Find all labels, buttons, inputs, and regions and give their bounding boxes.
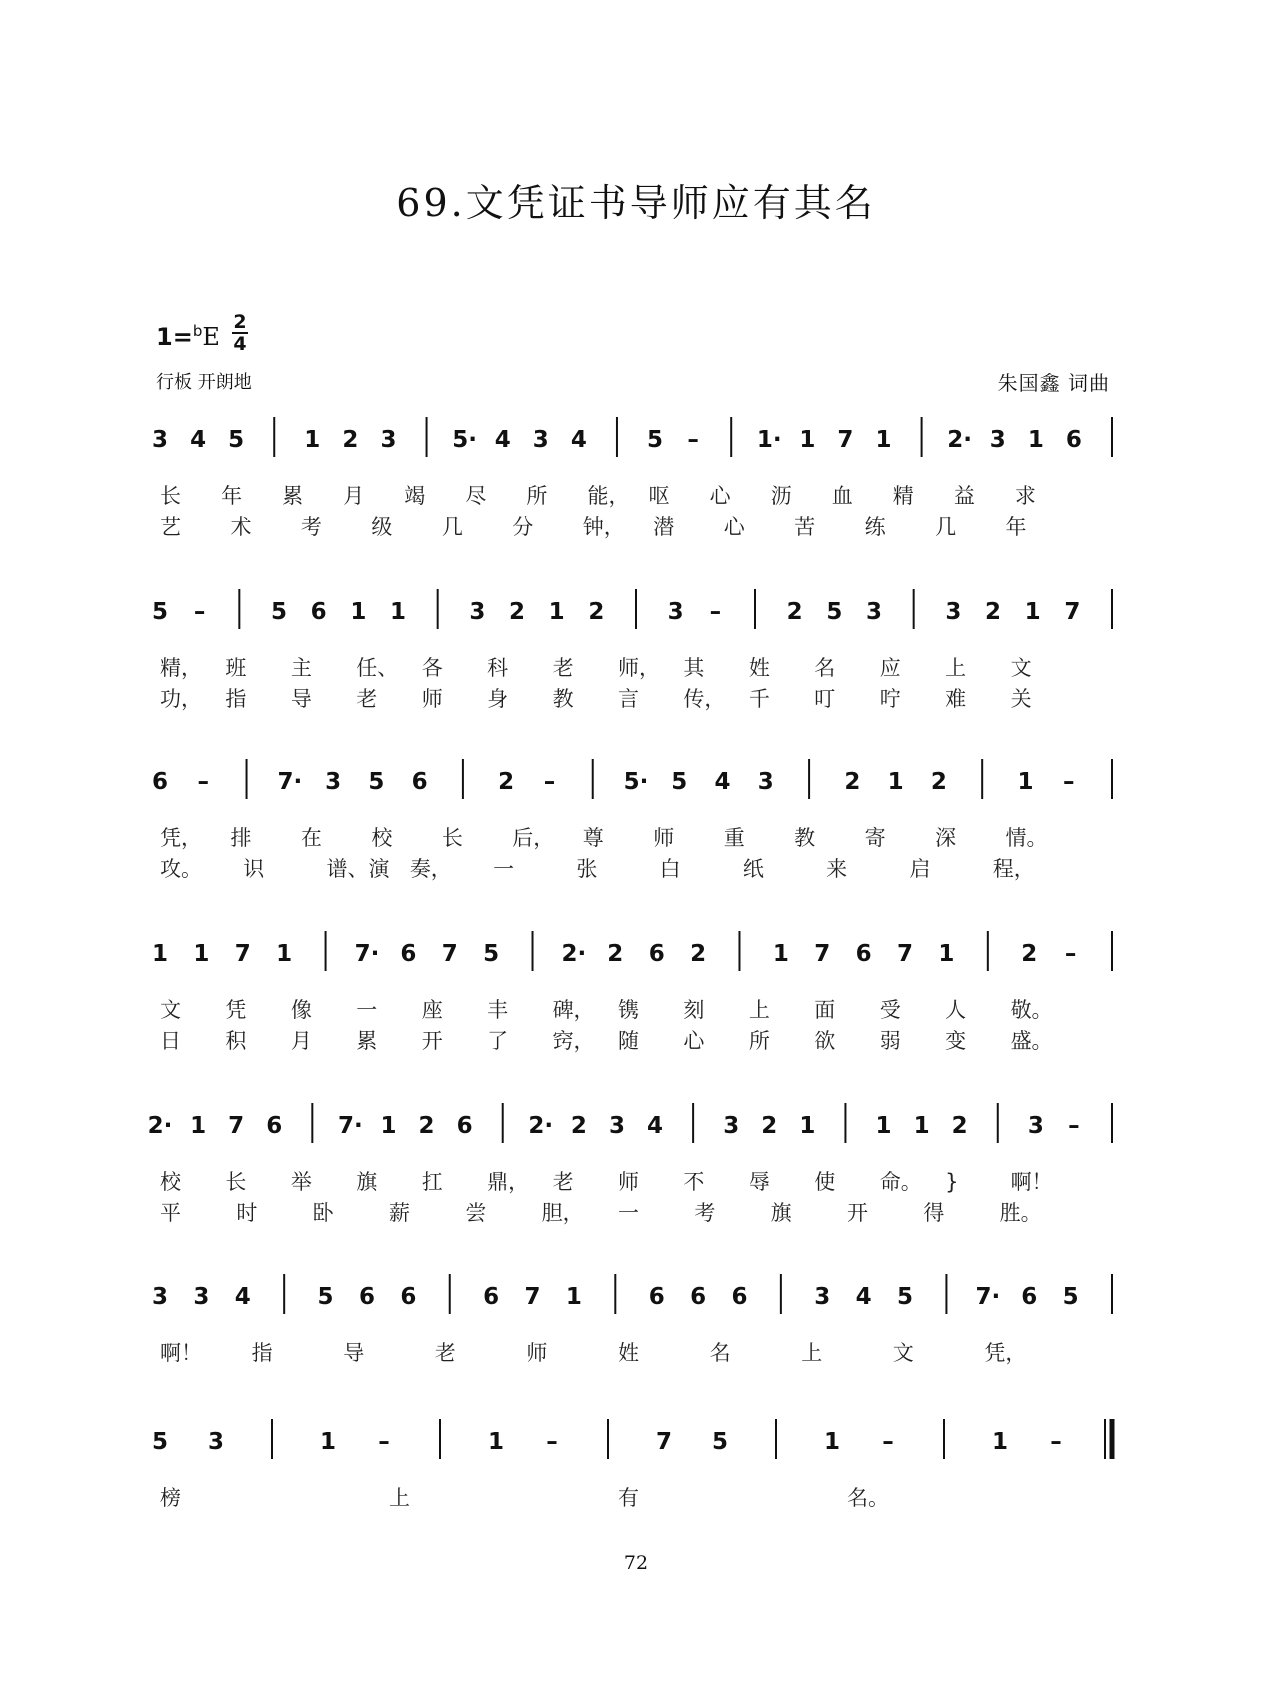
note: 5	[368, 769, 385, 795]
note: 1	[1027, 427, 1044, 453]
lyric: 上	[748, 998, 770, 1022]
lyric: 校	[371, 826, 393, 850]
note: 2	[342, 427, 359, 453]
lyric: 心	[723, 515, 745, 539]
lyric: 分	[512, 515, 534, 539]
lyric: 啊！	[160, 1341, 202, 1365]
lyric: 寄	[864, 826, 886, 850]
note: 7·	[975, 1284, 1001, 1310]
lyric: 盛。	[1010, 1029, 1053, 1053]
lyric: 凭，	[984, 1341, 1027, 1365]
note: 1	[938, 941, 955, 967]
lyric: 尝	[465, 1201, 487, 1225]
lyric: 任、	[356, 656, 399, 680]
note: 1	[487, 1429, 505, 1455]
lyric: 文	[892, 1341, 914, 1365]
lyric: 导	[343, 1341, 365, 1365]
note: 6	[1021, 1284, 1038, 1310]
note: 6	[731, 1284, 748, 1310]
note: 1	[913, 1113, 930, 1139]
note: 5	[671, 769, 688, 795]
note: 3	[325, 769, 342, 795]
lyric: 师	[653, 826, 675, 850]
lyric: 所	[526, 484, 548, 508]
note: 2	[418, 1113, 435, 1139]
lyric: 所	[748, 1029, 770, 1053]
note: 6	[648, 1284, 665, 1310]
lyric: 欲	[814, 1029, 836, 1053]
note: 2	[761, 1113, 778, 1139]
lyric: 纸	[742, 857, 764, 881]
note: 6	[400, 1284, 417, 1310]
note: 3	[380, 427, 397, 453]
note: 1	[565, 1284, 582, 1310]
lyric: 校	[160, 1170, 181, 1194]
lyric: 益	[953, 484, 975, 508]
note: –	[709, 599, 722, 625]
lyric: 应	[879, 656, 901, 680]
note: 3	[608, 1113, 625, 1139]
note: 1	[799, 1113, 816, 1139]
lyric: 窍，	[552, 1029, 595, 1053]
lyric: 上	[801, 1341, 823, 1365]
lyric: 镌	[618, 998, 639, 1022]
lyric: 师	[421, 687, 443, 711]
lyric: 张	[576, 857, 598, 881]
lyric: 师，	[618, 656, 660, 680]
lyric: 命。	[879, 1170, 922, 1194]
lyric: 榜	[160, 1486, 181, 1510]
time-top: 2	[233, 311, 247, 333]
note: 6	[358, 1284, 375, 1310]
lyric: 扛	[421, 1170, 443, 1194]
lyric: 谱、演	[326, 857, 390, 881]
lyric: 在	[300, 826, 322, 850]
note: 3	[814, 1284, 831, 1310]
lyric: 来	[826, 857, 848, 881]
key-prefix: 1=	[156, 323, 193, 351]
lyric: 级	[371, 515, 393, 539]
note: 4	[855, 1284, 872, 1310]
lyric: 日	[160, 1029, 181, 1053]
note: 4	[234, 1284, 251, 1310]
lyric: 长	[441, 826, 463, 850]
note: 6	[151, 769, 169, 795]
note: –	[1050, 1429, 1062, 1455]
lyric: 关	[1010, 687, 1032, 711]
lyric: 一	[618, 1201, 639, 1225]
note: 2	[844, 769, 861, 795]
note: 7	[814, 941, 831, 967]
note: 1	[875, 427, 892, 453]
lyric: 各	[421, 656, 443, 680]
note: 2·	[561, 941, 587, 967]
note: 1	[1024, 599, 1041, 625]
lyric: 情。	[1005, 826, 1048, 850]
lyric: 卧	[312, 1201, 334, 1225]
lyric: 薪	[389, 1201, 410, 1225]
lyric: 练	[864, 515, 886, 539]
lyric: 累	[282, 484, 304, 508]
note: 2	[951, 1113, 968, 1139]
note: 6	[648, 941, 665, 967]
note: 5	[317, 1284, 334, 1310]
composer-credit: 朱国鑫 词曲	[997, 371, 1110, 395]
lyric: 主	[290, 656, 312, 680]
lyric: 指	[225, 687, 247, 711]
lyric: 深	[935, 826, 957, 850]
lyric: 举	[290, 1170, 312, 1194]
note: –	[378, 1429, 390, 1455]
lyric: 奏，	[409, 857, 452, 881]
note: 3	[667, 599, 684, 625]
note: 2·	[528, 1113, 554, 1139]
lyric: 身	[487, 687, 509, 711]
lyric: 变	[945, 1029, 967, 1053]
note: 3	[989, 427, 1006, 453]
lyric: 像	[290, 998, 312, 1022]
lyric: 一	[356, 998, 378, 1022]
note: 6	[456, 1113, 473, 1139]
note: 3	[723, 1113, 740, 1139]
system-6	[152, 1274, 1112, 1366]
lyric: 后，	[512, 826, 555, 850]
lyric: 排	[230, 826, 252, 850]
lyric: 心	[709, 484, 731, 508]
note: 7	[655, 1429, 673, 1455]
note: 3	[193, 1284, 210, 1310]
lyric: 艺	[160, 515, 181, 539]
system-3	[152, 759, 1112, 882]
lyric: 老	[552, 656, 574, 680]
note: 3	[1027, 1113, 1044, 1139]
lyric: 老	[356, 687, 378, 711]
lyric: 名	[814, 656, 836, 680]
lyric: 胜。	[999, 1201, 1042, 1225]
system-1	[152, 417, 1112, 540]
note: 1·	[756, 427, 782, 453]
lyric: 尽	[465, 484, 487, 508]
note: –	[1068, 1113, 1080, 1139]
lyric: 长	[160, 484, 181, 508]
note: –	[197, 769, 210, 795]
note: 6	[855, 941, 872, 967]
lyric: }	[945, 1170, 959, 1194]
tempo-marking: 行板 开朗地	[156, 372, 252, 393]
note: 7	[524, 1284, 541, 1310]
song-title: 69.文凭证书导师应有其名	[396, 181, 876, 225]
lyric: 人	[945, 998, 967, 1022]
note: 7	[1064, 599, 1081, 625]
note: 5	[1062, 1284, 1079, 1310]
lyric: 血	[831, 484, 853, 508]
lyric: 旗	[770, 1201, 792, 1225]
note: 1	[823, 1429, 841, 1455]
lyric: 胆，	[541, 1201, 584, 1225]
note: 1	[875, 1113, 892, 1139]
lyric: 年	[221, 484, 243, 508]
lyric: 尊	[582, 826, 604, 850]
lyric: 使	[814, 1170, 836, 1194]
note: 1	[193, 941, 210, 967]
note: 3	[945, 599, 962, 625]
lyric: 月	[290, 1029, 312, 1053]
note: 1	[304, 427, 321, 453]
note: 2	[570, 1113, 587, 1139]
flat-sign: b	[192, 322, 203, 340]
note: 5	[826, 599, 843, 625]
note: 3	[865, 599, 883, 625]
note: 2	[690, 941, 707, 967]
lyric: 碑，	[552, 998, 595, 1022]
lyric: 呕	[648, 484, 670, 508]
note: 2·	[947, 427, 973, 453]
lyric: 能，	[587, 484, 630, 508]
lyric: 辱	[748, 1170, 770, 1194]
lyric: 科	[487, 656, 509, 680]
lyric: 导	[290, 687, 312, 711]
lyric: 积	[225, 1029, 247, 1053]
lyric: 白	[659, 857, 681, 881]
lyric: 咛	[879, 687, 901, 711]
lyric: 难	[945, 687, 967, 711]
note: 6	[266, 1113, 283, 1139]
lyric: 名	[709, 1341, 731, 1365]
note: 2	[984, 599, 1002, 625]
lyric: 几	[935, 515, 957, 539]
lyric: 一	[493, 857, 515, 881]
lyric: 座	[421, 998, 443, 1022]
lyric: 啊！	[1010, 1170, 1053, 1194]
note: 1	[389, 599, 407, 625]
note: 1	[799, 427, 816, 453]
lyric: 师	[618, 1170, 639, 1194]
lyric: 不	[683, 1170, 705, 1194]
lyric: 言	[618, 687, 639, 711]
lyric: 凭，	[160, 826, 202, 850]
lyric: 文	[1010, 656, 1032, 680]
lyric: 程，	[992, 857, 1035, 881]
note: 1	[991, 1429, 1009, 1455]
note: 7	[234, 941, 251, 967]
lyric: 姓	[748, 656, 770, 680]
lyric: 长	[225, 1170, 247, 1194]
lyric: 教	[552, 687, 574, 711]
note: 3	[151, 427, 169, 453]
note: 2·	[147, 1113, 173, 1139]
lyric: 钟，	[582, 515, 625, 539]
note: –	[882, 1429, 894, 1455]
note: 3	[757, 769, 774, 795]
lyric: 开	[421, 1029, 443, 1053]
note: 3	[151, 1284, 169, 1310]
note: 4	[714, 769, 731, 795]
note: –	[193, 599, 206, 625]
note: 7	[897, 941, 914, 967]
note: 5	[151, 599, 169, 625]
note: 6	[690, 1284, 707, 1310]
system-7	[152, 1419, 1112, 1510]
lyric: 月	[343, 484, 365, 508]
note: 5	[483, 941, 500, 967]
lyric: 师	[526, 1341, 548, 1365]
lyric: 文	[160, 998, 181, 1022]
note: 3	[469, 599, 486, 625]
lyric: 面	[814, 998, 836, 1022]
lyric: 心	[683, 1029, 705, 1053]
note: 1	[1017, 769, 1034, 795]
note: 2	[498, 769, 515, 795]
note: 4	[494, 427, 511, 453]
lyric: 苦	[794, 515, 816, 539]
note: 7·	[354, 941, 380, 967]
note: 4	[190, 427, 207, 453]
lyric: 老	[434, 1341, 456, 1365]
note: 5	[228, 427, 245, 453]
lyric: 丰	[487, 998, 509, 1022]
lyric: 识	[243, 857, 265, 881]
lyric: 得	[923, 1201, 945, 1225]
note: 5	[897, 1284, 914, 1310]
lyric: 年	[1005, 515, 1027, 539]
note: –	[687, 427, 699, 453]
note: –	[543, 769, 556, 795]
note: 6	[411, 769, 428, 795]
note: 1	[350, 599, 367, 625]
note: 1	[151, 941, 169, 967]
note: 4	[570, 427, 587, 453]
note: 6	[310, 599, 327, 625]
system-5	[148, 1103, 1112, 1226]
note: 4	[647, 1113, 664, 1139]
lyric: 平	[160, 1201, 181, 1225]
lyric: 累	[356, 1029, 378, 1053]
lyric: 考	[694, 1201, 716, 1225]
lyric: 随	[618, 1029, 639, 1053]
note: 2	[607, 941, 624, 967]
lyric: 指	[251, 1341, 273, 1365]
lyric: 攻。	[160, 857, 202, 881]
note: 1	[190, 1113, 207, 1139]
note: 3	[207, 1429, 225, 1455]
note: 5	[270, 599, 288, 625]
note: 2	[786, 599, 803, 625]
note: 1	[887, 769, 904, 795]
note: 7	[837, 427, 854, 453]
note: 1	[276, 941, 293, 967]
lyric: 几	[441, 515, 463, 539]
note: –	[1064, 941, 1077, 967]
lyric: 重	[723, 826, 745, 850]
lyric: 有	[618, 1486, 639, 1510]
note: 7·	[277, 769, 303, 795]
key-note: E	[202, 323, 220, 351]
lyric: 上	[945, 656, 967, 680]
system-4	[152, 931, 1112, 1054]
lyric: 敬。	[1010, 998, 1053, 1022]
note: 5	[151, 1429, 169, 1455]
lyric: 姓	[618, 1341, 639, 1365]
note: 1	[319, 1429, 337, 1455]
note: 6	[483, 1284, 500, 1310]
lyric: 名。	[847, 1486, 889, 1510]
lyric: 刻	[683, 998, 705, 1022]
lyric: 受	[879, 998, 901, 1022]
lyric: 潜	[653, 515, 675, 539]
note: 6	[400, 941, 417, 967]
note: 1	[548, 599, 565, 625]
lyric: 精	[892, 484, 914, 508]
note: 2	[508, 599, 526, 625]
note: –	[1062, 769, 1075, 795]
page-number: 72	[623, 1552, 649, 1574]
lyric: 千	[748, 687, 770, 711]
lyric: 叮	[814, 687, 836, 711]
lyric: 了	[487, 1029, 509, 1053]
note: 5	[647, 427, 664, 453]
note: 3	[532, 427, 549, 453]
note: 7	[441, 941, 458, 967]
lyric: 其	[683, 656, 705, 680]
note: 2	[930, 769, 947, 795]
lyric: 精，	[160, 656, 202, 680]
lyric: 班	[225, 656, 247, 680]
note: 1	[772, 941, 789, 967]
note: 7	[228, 1113, 245, 1139]
lyric: 时	[236, 1201, 258, 1225]
note: 7·	[338, 1113, 363, 1139]
note: 1	[380, 1113, 397, 1139]
lyric: 凭	[225, 998, 247, 1022]
lyric: 竭	[404, 484, 426, 508]
lyric: 开	[847, 1201, 868, 1225]
lyric: 老	[552, 1170, 574, 1194]
lyric: 沥	[770, 484, 792, 508]
note: –	[546, 1429, 558, 1455]
time-bottom: 4	[233, 333, 247, 355]
lyric: 上	[389, 1486, 410, 1510]
note: 2	[588, 599, 605, 625]
note: 2	[1021, 941, 1038, 967]
system-2	[152, 589, 1112, 712]
note: 5	[711, 1429, 729, 1455]
lyric: 鼎，	[487, 1170, 530, 1194]
note: 6	[1065, 427, 1082, 453]
note: 5·	[623, 769, 649, 795]
note: 5·	[452, 427, 478, 453]
lyric: 启	[909, 857, 931, 881]
lyric: 旗	[356, 1170, 378, 1194]
lyric: 考	[300, 515, 322, 539]
lyric: 弱	[879, 1029, 901, 1053]
lyric: 术	[230, 515, 252, 539]
lyric: 功，	[160, 687, 202, 711]
lyric: 教	[794, 826, 816, 850]
lyric: 传，	[683, 687, 726, 711]
lyric: 求	[1014, 484, 1036, 508]
